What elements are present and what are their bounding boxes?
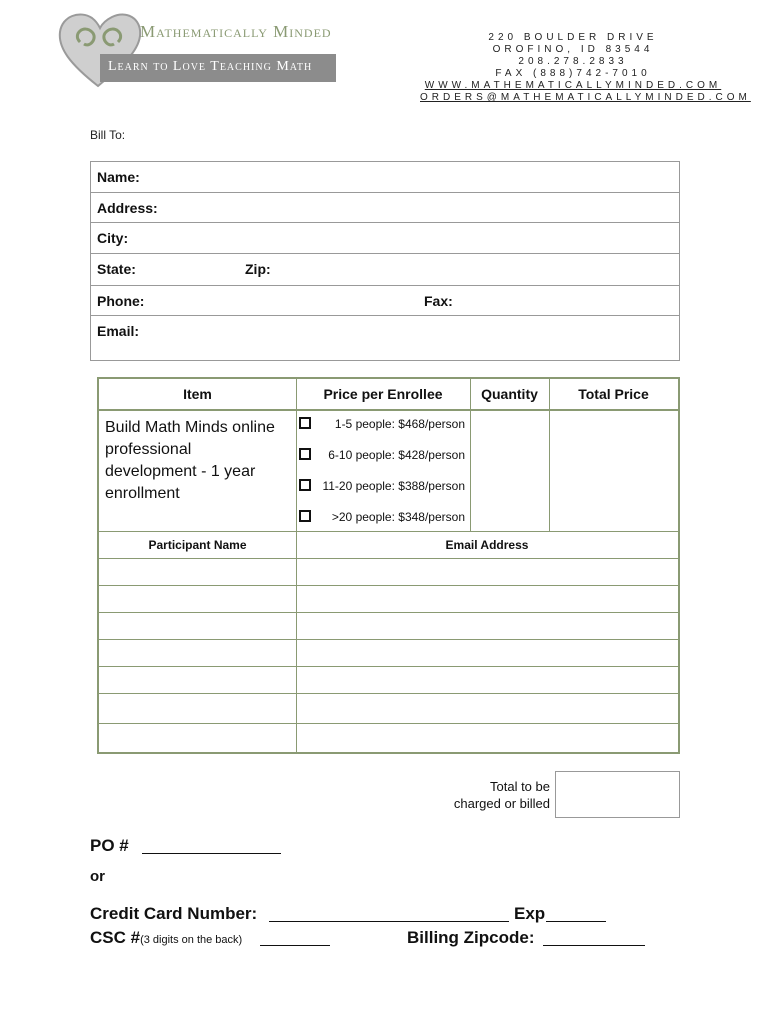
participant-row[interactable] [99, 640, 678, 666]
email-label: Email: [97, 323, 140, 339]
total-price-header: Total Price [578, 386, 649, 402]
credit-card-input[interactable] [269, 921, 509, 922]
option-label: 6-10 people: $428/person [328, 448, 465, 462]
zip-label: Zip: [245, 261, 271, 277]
option-1-5[interactable] [299, 415, 469, 435]
company-logo [56, 8, 346, 90]
total-label-line-2: charged or billed [453, 796, 550, 811]
phone-label: Phone: [97, 293, 145, 309]
total-label-line-1: Total to be [490, 779, 550, 794]
total-price-input[interactable] [550, 411, 678, 531]
participant-row[interactable] [99, 586, 678, 612]
billing-zip-label: Billing Zipcode: [407, 928, 535, 947]
address-field[interactable] [91, 193, 679, 223]
participant-row[interactable] [99, 559, 678, 585]
option-over-20[interactable] [299, 508, 469, 528]
participant-row[interactable] [99, 694, 678, 722]
order-table [97, 377, 680, 754]
or-label: or [90, 868, 105, 885]
participant-row[interactable] [99, 667, 678, 693]
contact-city: OROFINO, ID 83544 [492, 44, 654, 55]
name-label: Name: [97, 169, 140, 185]
name-field[interactable] [91, 162, 679, 193]
quantity-input[interactable] [471, 411, 548, 531]
option-label: 1-5 people: $468/person [334, 417, 465, 431]
csc-note: (3 digits on the back) [140, 934, 243, 946]
item-description: Build Math Minds online professional development - 1 year enrollment [105, 419, 275, 502]
fax-label: Fax: [424, 293, 453, 309]
quantity-header: Quantity [481, 386, 538, 402]
option-11-20[interactable] [299, 477, 469, 497]
state-label: State: [97, 261, 136, 277]
row-divider [99, 531, 678, 532]
phone-fax-field[interactable] [91, 286, 679, 316]
participant-name-header: Participant Name [148, 538, 247, 552]
exp-label: Exp [514, 904, 546, 923]
csc-label [90, 928, 242, 948]
checkbox-icon[interactable] [299, 510, 311, 522]
item-header: Item [183, 386, 212, 402]
logo-tagline: Learn to Love Teaching Math [108, 59, 313, 74]
csc-label-text: CSC # [90, 928, 141, 947]
contact-fax: FAX (888)742-7010 [495, 68, 651, 79]
city-field[interactable] [91, 223, 679, 254]
exp-input[interactable] [546, 921, 606, 922]
bill-to-title: Bill To: [90, 128, 126, 142]
po-number-input[interactable] [142, 853, 281, 854]
total-amount-input[interactable] [555, 771, 680, 818]
logo-company-name: Mathematically Minded [140, 22, 332, 41]
csc-input[interactable] [260, 945, 330, 946]
participant-row[interactable] [99, 724, 678, 752]
contact-email-link[interactable]: ORDERS@MATHEMATICALLYMINDED.COM [420, 92, 751, 103]
checkbox-icon[interactable] [299, 448, 311, 460]
option-label: >20 people: $348/person [331, 510, 465, 524]
address-label: Address: [97, 200, 158, 216]
option-label: 11-20 people: $388/person [322, 479, 465, 493]
bill-to-form [90, 161, 680, 361]
participant-row[interactable] [99, 613, 678, 639]
email-address-header: Email Address [445, 538, 529, 552]
city-label: City: [97, 230, 129, 246]
billing-zip-input[interactable] [543, 945, 645, 946]
checkbox-icon[interactable] [299, 479, 311, 491]
option-6-10[interactable] [299, 446, 469, 466]
contact-website-link[interactable]: WWW.MATHEMATICALLYMINDED.COM [424, 80, 722, 91]
contact-block [420, 32, 751, 104]
email-field[interactable] [91, 316, 679, 360]
checkbox-icon[interactable] [299, 417, 311, 429]
total-label [420, 778, 550, 812]
state-zip-field[interactable] [91, 254, 679, 286]
po-label: PO # [90, 836, 129, 855]
price-header: Price per Enrollee [323, 386, 443, 402]
contact-street: 220 BOULDER DRIVE [488, 32, 658, 43]
contact-phone: 208.278.2833 [518, 56, 628, 67]
credit-card-label: Credit Card Number: [90, 904, 258, 923]
